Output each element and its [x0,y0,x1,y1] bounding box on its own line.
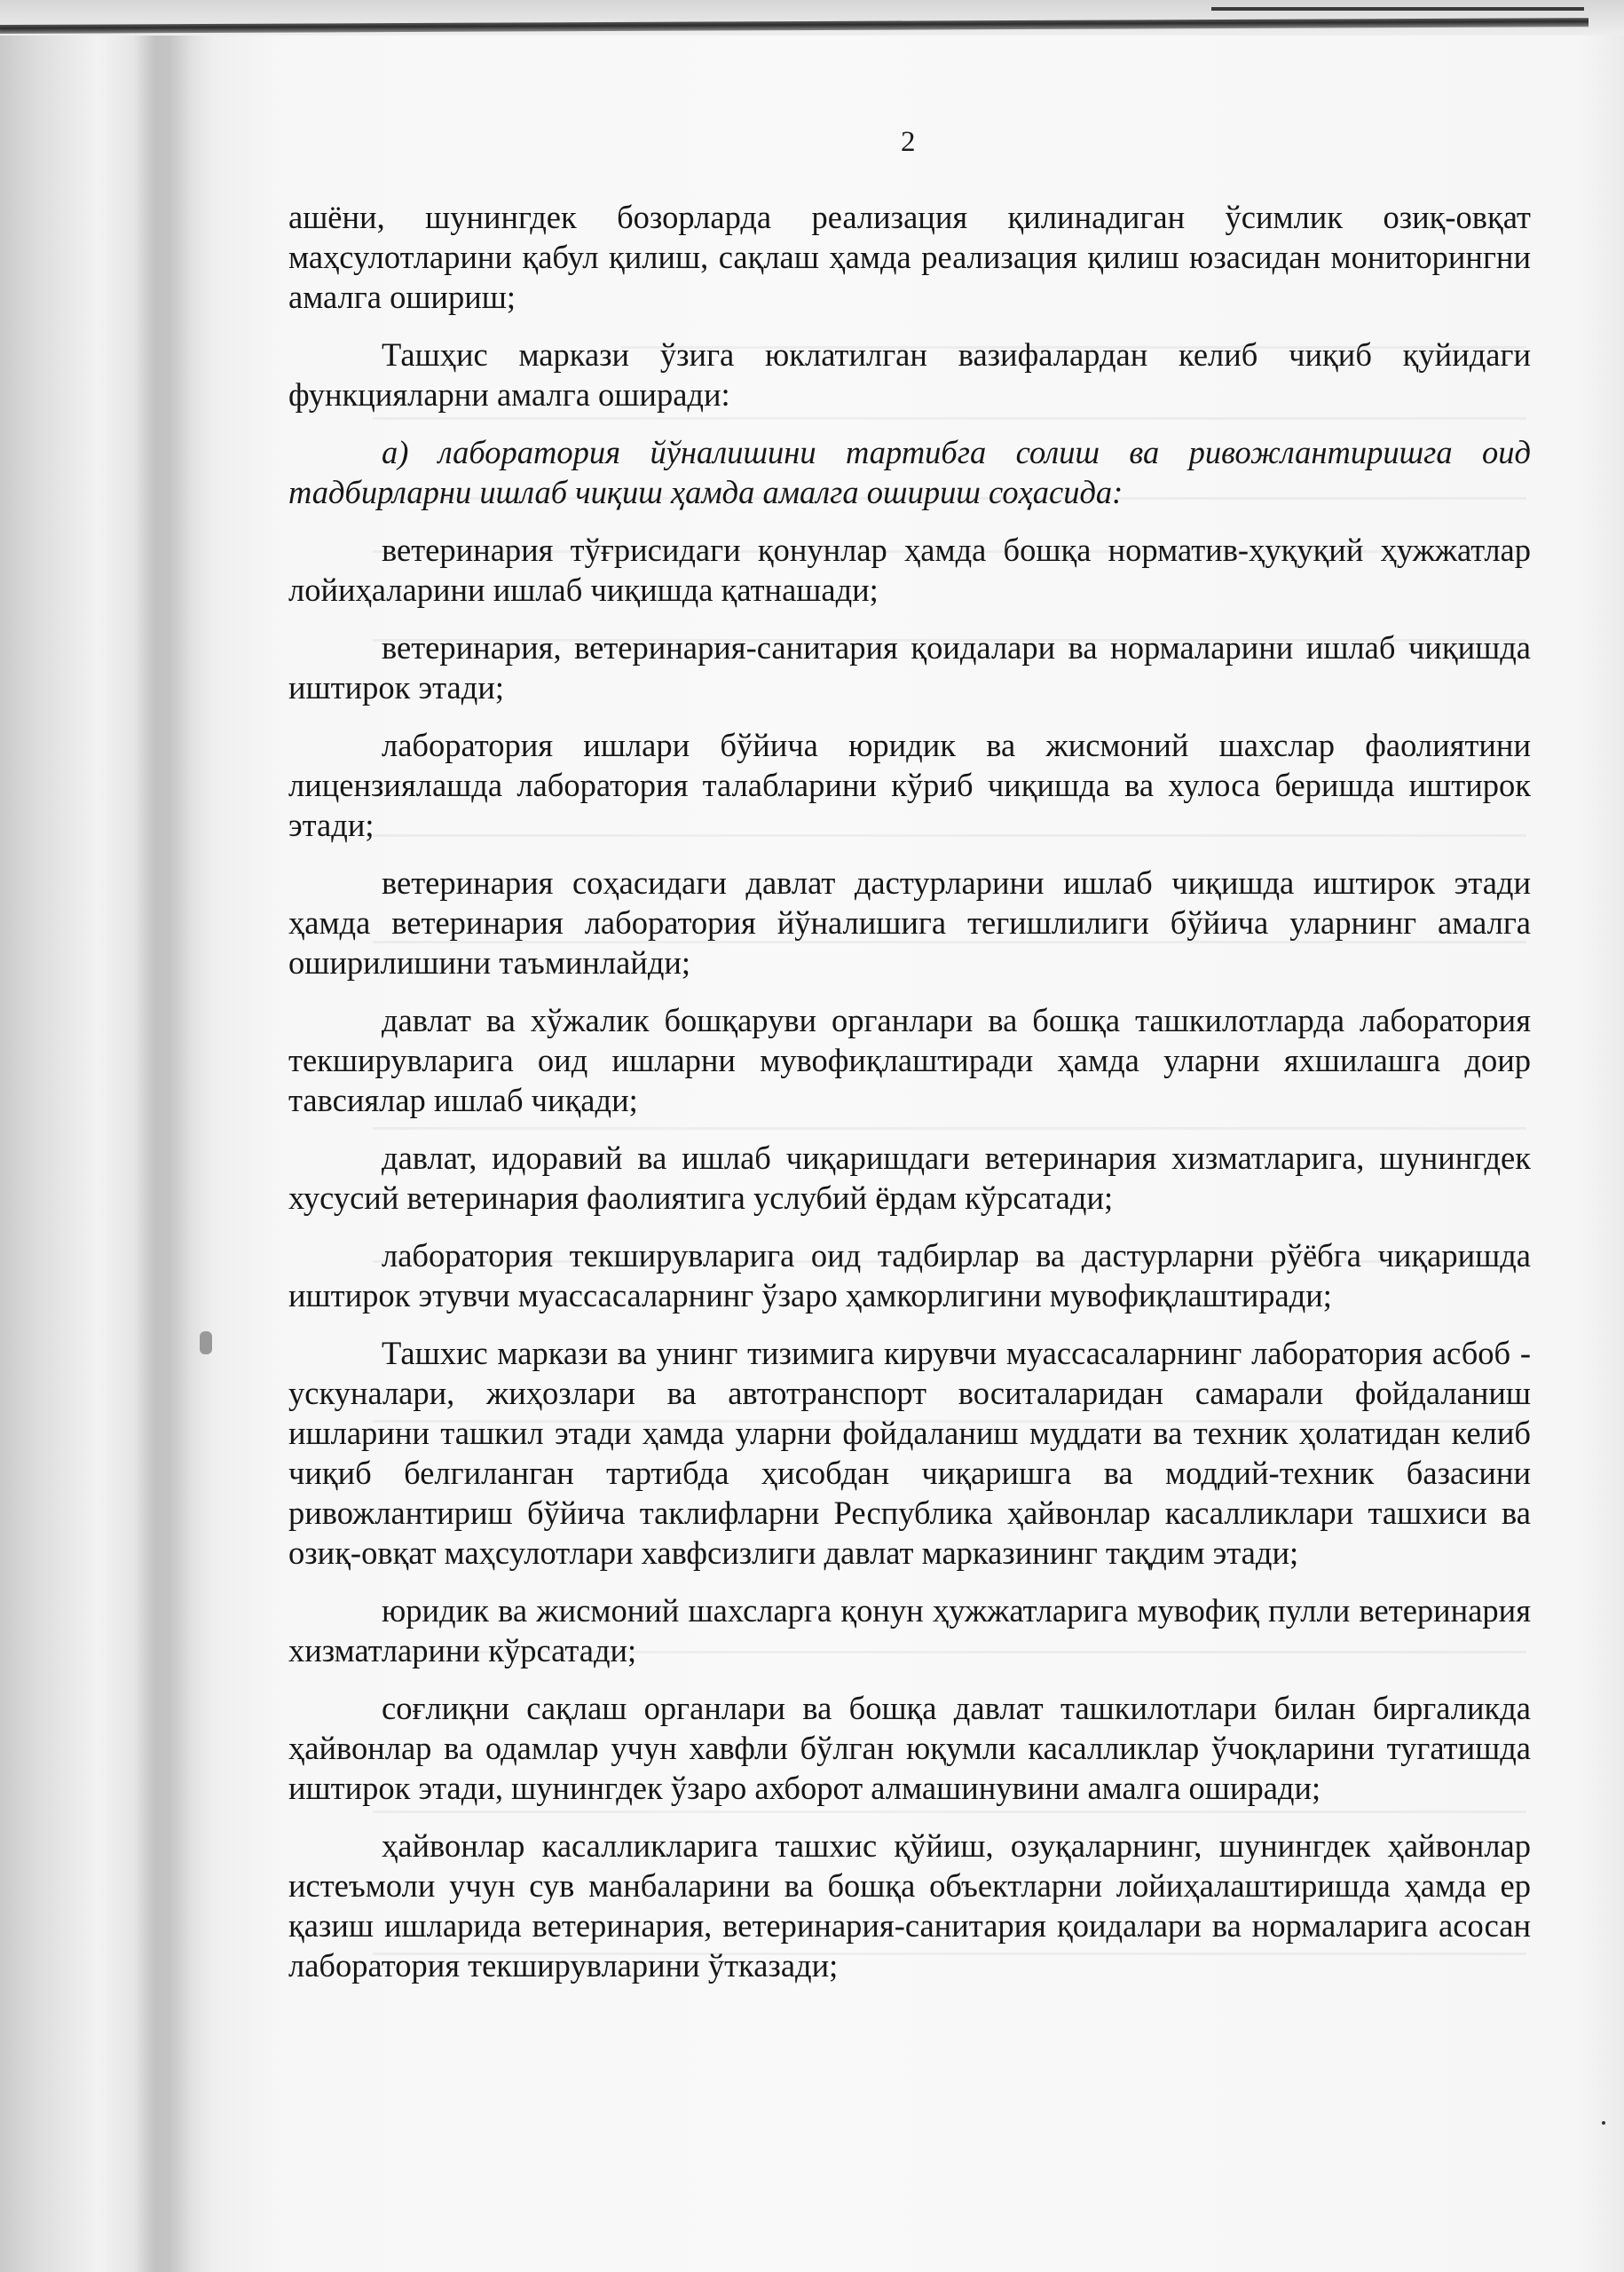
paragraph-equipment: Ташхис маркази ва унинг тизимига кирувчи муассасаларнинг лаборатория асбоб - ускуналари, жиҳозлари ва автотранспорт воситаларидан самарали фойдаланиш ишларини ташкил этади ҳамда уларни фойдаланиш муддати ва техник ҳолатидан келиб чиқиб белгиланган тартибда ҳисобдан чиқаришга ва моддий-техник базасини ривожлантириш бўйича таклифларни Республика ҳайвонлар касалликлари ташхиси ва озиқ-овқат маҳсулотлари хавфсизлиги давлат марказининг тақдим этади; [288,1335,1531,1571]
margin-smudge [200,1331,212,1354]
document-body [288,197,1531,2003]
paragraph-paid-services: юридик ва жисмоний шахсларга қонун ҳужжатларига мувофиқ пулли ветеринария хизматларини кўрсатади; [288,1592,1531,1668]
paragraph-diagnostics: ҳайвонлар касалликларига ташхис қўйиш, озуқаларнинг, шунингдек ҳайвонлар истеъмоли учун сув манбаларини ва бошқа объектларни лойиҳалаштиришда ҳамда ер қазиш ишларида ветеринария, ветеринария-санитария қоидалари ва нормаларига асосан лаборатория текширувларини ўтказади; [288,1827,1531,1984]
paragraph-health-cooperation: соғлиқни сақлаш органлари ва бошқа давлат ташкилотлари билан биргаликда ҳайвонлар ва одамлар учун хавфли бўлган юқумли касалликлар ўчоқларини тугатишда иштирок этади, шунингдек ўзаро ахборот алмашинувини амалга оширади; [288,1690,1531,1806]
paragraph-monitoring-continued: ашёни, шунингдек бозорларда реализация қилинадиган ўсимлик озиқ-овқат маҳсулотларини қабул қилиш, сақлаш ҳамда реализация қилиш юзасидан мониторингни амалга ошириш; [288,199,1531,315]
top-border-line-right [1211,7,1584,11]
paragraph-coordination: давлат ва хўжалик бошқаруви органлари ва бошқа ташкилотларда лаборатория текширувларига оид ишларни мувофиқлаштиради ҳамда уларни яхшилашга доир тавсиялар ишлаб чиқади; [288,1002,1531,1118]
paragraph-laws-drafting: ветеринария тўғрисидаги қонунлар ҳамда бошқа норматив-ҳуқуқий ҳужжатлар лойиҳаларини ишлаб чиқишда қатнашади; [288,532,1531,608]
scan-speck [1602,2121,1605,2125]
paragraph-state-programs: ветеринария соҳасидаги давлат дастурларини ишлаб чиқишда иштирок этади ҳамда ветеринария лаборатория йўналишига тегишлилиги бўйича уларнинг амалга оширилишини таъминлайди; [288,864,1531,981]
page-number: 2 [901,126,916,158]
paragraph-cooperation: лаборатория текширувларига оид тадбирлар ва дастурларни рўёбга чиқаришда иштирок этувчи муассасаларнинг ўзаро ҳамкорлигини мувофиқлаштиради; [288,1237,1531,1314]
section-heading-laboratory: а) лаборатория йўналишини тартибга солиш ва ривожлантиришга оид тадбирларни ишлаб чиқиш ҳамда амалга ошириш соҳасида: [288,434,1531,510]
paragraph-functions-intro: Ташҳис маркази ўзига юклатилган вазифалардан келиб чиқиб қуйидаги функцияларни амалга оширади: [288,336,1531,413]
paragraph-rules-drafting: ветеринария, ветеринария-санитария қоидалари ва нормаларини ишлаб чиқишда иштирок этади; [288,629,1531,706]
paragraph-methodical-help: давлат, идоравий ва ишлаб чиқаришдаги ветеринария хизматларига, шунингдек хусусий ветеринария фаолиятига услубий ёрдам кўрсатади; [288,1140,1531,1216]
binding-shadow [133,36,213,2272]
paragraph-licensing: лаборатория ишлари бўйича юридик ва жисмоний шахслар фаолиятини лицензиялашда лаборатория талабларини кўриб чиқишда ва хулоса беришда иштирок этади; [288,727,1531,843]
